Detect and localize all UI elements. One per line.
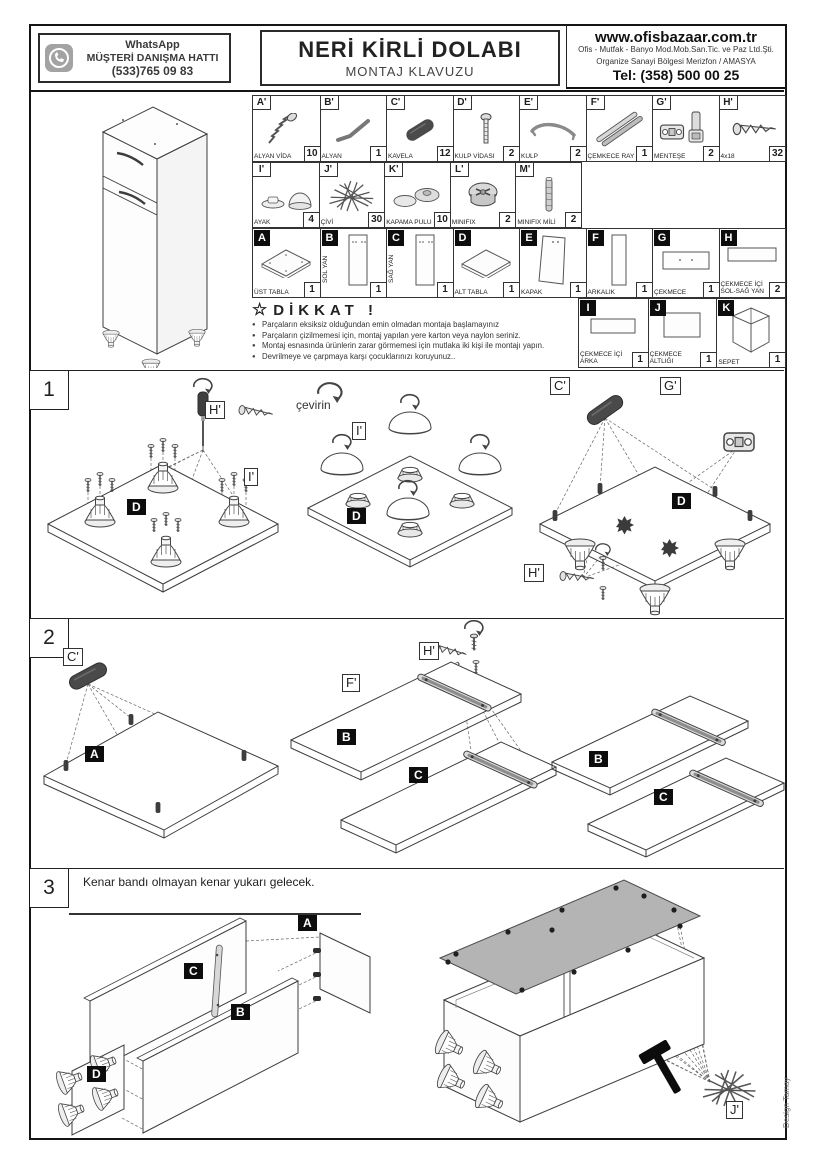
part-code: L': [451, 163, 469, 177]
company-website: www.ofisbazaar.com.tr: [595, 28, 757, 46]
part-code: G': [653, 96, 671, 110]
right-side-panel-icon: [410, 233, 440, 287]
panel-cell-sepet: [716, 299, 785, 367]
handle-icon: [526, 113, 580, 147]
part-qty: 1: [370, 146, 386, 161]
part-code: C': [387, 96, 405, 110]
part-cell-minifix: [450, 163, 516, 227]
minifix-cam-icon: [458, 176, 508, 216]
label-f-prime: F': [342, 674, 360, 692]
panel-qty: 2: [769, 282, 785, 297]
part-cell-kulp: [519, 96, 586, 161]
step3-note: Kenar bandı olmayan kenar yukarı gelecek.: [69, 869, 361, 915]
panel-qty: 1: [304, 282, 320, 297]
part-cell-kulp-vidasi: [453, 96, 520, 161]
part-cell-ayak: [253, 163, 319, 227]
label-d: D: [87, 1066, 106, 1082]
part-name: AYAK: [254, 219, 271, 226]
label-d: D: [672, 493, 691, 509]
part-cell-cekmece-ray: [586, 96, 653, 161]
label-g-prime: G': [660, 377, 681, 395]
panel-cell-arkalik: [586, 229, 653, 297]
part-name: KULP VİDASI: [454, 153, 495, 160]
panel-code: A: [254, 230, 270, 246]
label-c: C: [654, 789, 673, 805]
part-cell-mentese: [652, 96, 719, 161]
warning-item: ● Parçaların eksiksiz olduğundan emin olmadan montaja başlamayınız: [252, 320, 576, 331]
whatsapp-line3: (533)765 09 83: [111, 63, 194, 78]
step3-drawing-carcass-exploded: [38, 893, 383, 1138]
panel-name: SOL YAN: [321, 255, 329, 283]
alyan-vida-icon: [261, 113, 311, 147]
panel-code: H: [721, 230, 737, 246]
part-code: E': [520, 96, 538, 110]
panel-name: ÇEKMECE İÇİ ARKA: [580, 351, 623, 365]
part-name: 4x18: [720, 153, 735, 160]
panel-name: SEPET: [718, 359, 740, 366]
part-name: KAVELA: [388, 153, 413, 160]
step2-number: 2: [30, 619, 69, 658]
panel-name: ALT TABLA: [454, 289, 488, 296]
panel-cell-ust-tabla: [253, 229, 320, 297]
step1-number: 1: [30, 371, 69, 410]
step1-drawing-feet-screws: [38, 376, 288, 608]
part-cell-kavela: [386, 96, 453, 161]
label-c-prime: C': [63, 648, 83, 666]
panel-name: SAĞ YAN: [388, 254, 395, 283]
label-c: C: [409, 767, 428, 783]
panel-qty: 1: [632, 352, 648, 367]
panel-cell-sol-yan: [320, 229, 387, 297]
step1-drawing-dowels-hinges: [525, 372, 783, 616]
part-qty: 2: [570, 146, 586, 161]
panel-code: I: [580, 300, 596, 316]
panel-cell-cekmece-ici-arka: [579, 299, 648, 367]
star-icon: ☆: [252, 300, 268, 319]
part-qty: 1: [636, 146, 652, 161]
panel-code: B: [322, 230, 338, 246]
part-qty: 30: [368, 212, 384, 227]
panel-cell-kapak: [519, 229, 586, 297]
part-name: MENTEŞE: [654, 153, 686, 160]
panel-qty: 1: [437, 282, 453, 297]
part-name: ALYAN: [321, 153, 342, 160]
part-code: F': [587, 96, 605, 110]
panel-name: ÇEKMECE: [654, 289, 687, 296]
whatsapp-hotline-box: [38, 33, 231, 83]
label-j-prime: J': [726, 1101, 743, 1119]
bottom-panel-icon: [458, 242, 514, 278]
foot-icon: [258, 176, 314, 216]
panel-code: G: [654, 230, 670, 246]
handle-bolt-icon: [461, 111, 511, 149]
nails-icon: [326, 176, 378, 216]
whatsapp-icon: [44, 43, 74, 73]
label-a: A: [298, 915, 317, 931]
part-code: J': [320, 163, 338, 177]
company-line2: Ofis - Mutfak - Banyo Mod.Mob.San.Tic. ve Paz Ltd.Şti.: [578, 44, 774, 54]
panel-name: ÇEKMECE İÇİ SOL-SAĞ YAN: [720, 281, 764, 295]
panel-name: KAPAK: [521, 289, 543, 296]
part-cell-alyan: [320, 96, 387, 161]
warning-item: ● Parçaların çizilmemesi için, montaj yapılan yere karton veya naylon seriniz.: [252, 331, 576, 342]
part-qty: 2: [703, 146, 719, 161]
drawer-back-icon: [585, 314, 641, 338]
part-name: ALYAN VİDA: [254, 153, 292, 160]
part-name: KAPAMA PULU: [386, 219, 432, 226]
step3-drawing-back-nailing: [412, 870, 777, 1138]
door-panel-icon: [533, 233, 573, 287]
panel-name: ÇEKMECE ALTLIĞI: [649, 351, 682, 365]
warning-item: ● Montaj esnasında ürünlerin zarar görmemesi için mutlaka iki kişi ile montajı yapın.: [252, 341, 576, 352]
cover-cap-icon: [389, 177, 445, 215]
part-qty: 32: [769, 146, 785, 161]
warning-section: [252, 300, 576, 368]
warning-title-row: [252, 300, 576, 320]
part-qty: 12: [437, 146, 453, 161]
label-d: D: [347, 508, 366, 524]
part-name: ÇİVİ: [320, 219, 334, 226]
part-qty: 10: [304, 146, 320, 161]
panels-table: [252, 228, 786, 298]
allen-key-icon: [328, 113, 378, 147]
panel-qty: 1: [636, 282, 652, 297]
part-qty: 2: [503, 146, 519, 161]
step2-drawing-rails-done: [550, 664, 785, 866]
product-cabinet-drawing: [45, 96, 250, 368]
step1-divider: [30, 370, 784, 371]
panel-code: D: [455, 230, 471, 246]
title-box: [260, 30, 560, 86]
hardware-table-row2: [252, 162, 582, 228]
part-cell-minifix-mili: [515, 163, 581, 227]
part-qty: 4: [303, 212, 319, 227]
part-code: B': [321, 96, 339, 110]
part-cell-civi: [319, 163, 385, 227]
drawer-rail-icon: [591, 110, 647, 150]
panel-code: F: [588, 230, 604, 246]
company-line3: Organize Sanayi Bölgesi Merizfon / AMASYA: [596, 56, 756, 66]
label-i-prime: I': [244, 468, 258, 486]
header-divider: [30, 90, 784, 92]
step3-number: 3: [30, 869, 69, 908]
panel-code: J: [650, 300, 666, 316]
panel-cell-sag-yan: [386, 229, 453, 297]
part-code: M': [516, 163, 534, 177]
panel-cell-cekmece: [652, 229, 719, 297]
panel-cell-alt-tabla: [453, 229, 520, 297]
company-box: [566, 25, 785, 89]
top-panel-icon: [258, 242, 314, 278]
label-d: D: [127, 499, 146, 515]
warning-item: ● Devrilmeye ve çarpmaya karşı çocuklarınızı koruyunuz..: [252, 352, 576, 363]
panel-code: E: [521, 230, 537, 246]
label-a: A: [85, 746, 104, 762]
part-code: I': [253, 163, 271, 177]
part-qty: 10: [434, 212, 450, 227]
part-qty: 2: [499, 212, 515, 227]
part-name: MINIFIX: [451, 219, 476, 226]
step2-divider: [30, 618, 784, 619]
drawer-side-icon: [724, 244, 780, 266]
whatsapp-text: [80, 39, 225, 78]
part-code: A': [253, 96, 271, 110]
part-name: ÇEMKECE RAY: [587, 153, 635, 160]
panel-code: C: [388, 230, 404, 246]
panel-qty: 1: [703, 282, 719, 297]
part-name: KULP: [521, 153, 538, 160]
warning-title: DİKKAT !: [273, 301, 378, 319]
label-h-prime: H': [524, 564, 544, 582]
panel-qty: 1: [370, 282, 386, 297]
dowel-icon: [395, 113, 445, 147]
part-name: MINIFIX MİLİ: [517, 219, 556, 226]
page-title: NERİ KİRLİ DOLABI: [298, 37, 522, 62]
screw-4x18-icon: [727, 115, 777, 145]
part-cell-kapama-pulu: [384, 163, 450, 227]
panel-name: ARKALIK: [587, 289, 615, 296]
cevirin-text: çevirin: [296, 398, 331, 412]
label-h-prime: H': [205, 401, 225, 419]
whatsapp-line2: MÜŞTERİ DANIŞMA HATTI: [86, 51, 219, 64]
label-h-prime: H': [419, 642, 439, 660]
panel-qty: 1: [769, 352, 785, 367]
drawer-front-icon: [658, 245, 714, 275]
part-qty: 2: [565, 212, 581, 227]
panel-cell-cekmece-ici-yan: [719, 229, 786, 297]
design-credit: Design Tamay: [782, 1077, 791, 1128]
panel-cell-cekmece-altligi: [648, 299, 717, 367]
label-i-prime: I': [352, 422, 366, 440]
label-b: B: [231, 1004, 250, 1020]
whatsapp-line1: WhatsApp: [125, 38, 180, 51]
left-side-panel-icon: [343, 233, 373, 287]
panel-name: ÜST TABLA: [254, 289, 289, 296]
back-panel-icon: [604, 233, 634, 287]
panel-qty: 1: [700, 352, 716, 367]
panel-qty: 1: [570, 282, 586, 297]
part-cell-4x18: [719, 96, 786, 161]
part-code: D': [454, 96, 472, 110]
company-phone: Tel: (358) 500 00 25: [612, 66, 740, 83]
panel-code: K: [718, 300, 734, 316]
label-c-prime: C': [550, 377, 570, 395]
page-subtitle: MONTAJ KLAVUZU: [345, 64, 475, 79]
hardware-table-row1: [252, 95, 786, 162]
part-code: K': [385, 163, 403, 177]
part-code: H': [720, 96, 738, 110]
panel-qty: 1: [503, 282, 519, 297]
part-cell-alyan-vida: [253, 96, 320, 161]
label-b: B: [337, 729, 356, 745]
label-c: C: [184, 963, 203, 979]
minifix-pin-icon: [529, 175, 569, 217]
panels-table2: [578, 298, 786, 368]
label-b: B: [589, 751, 608, 767]
